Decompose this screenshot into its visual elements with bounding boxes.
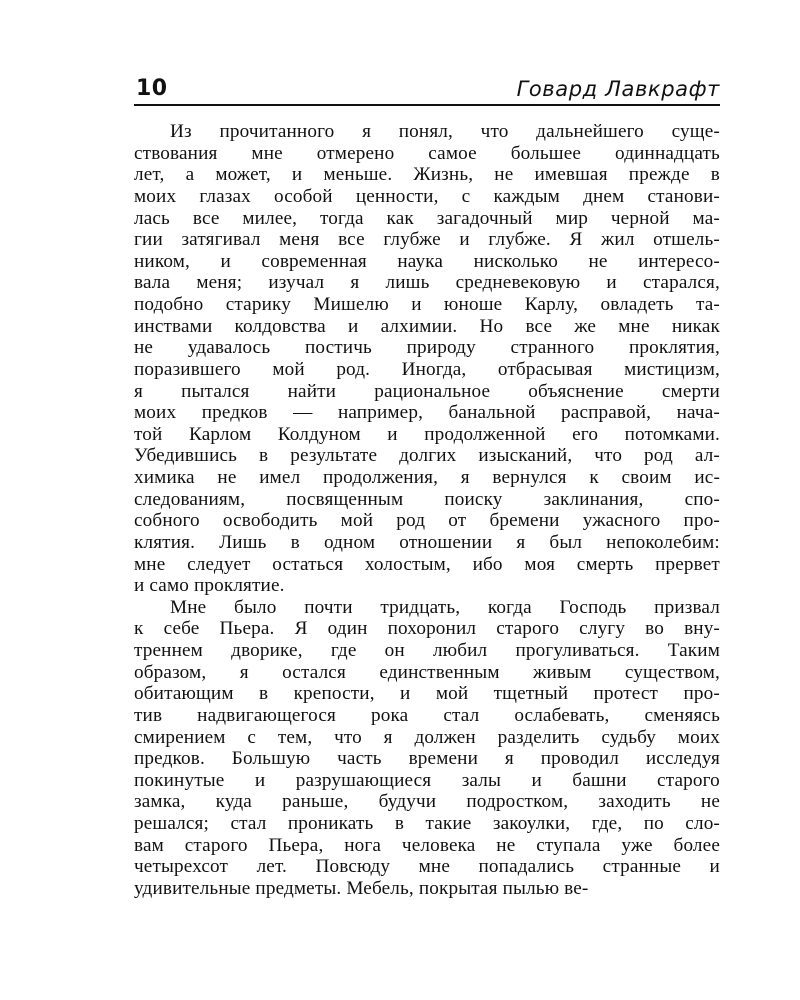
text-line: образом, я остался единственным живым существом, (134, 661, 720, 683)
text-line: смирением с тем, что я должен разделить судьбу моих (134, 726, 720, 748)
text-line: покинутые и разрушающиеся залы и башни старого (134, 769, 720, 791)
text-line: инствами колдовства и алхимии. Но все же мне никак (134, 315, 720, 337)
text-line: той Карлом Колдуном и продолженной его потомками. (134, 423, 720, 445)
text-line: лет, а может, и меньше. Жизнь, не имевшая прежде в (134, 164, 720, 186)
page-header (134, 74, 720, 104)
text-line: поразившего мой род. Иногда, отбрасывая мистицизм, (134, 358, 720, 380)
text-line: вала меня; изучал я лишь средневековую и старался, (134, 272, 720, 294)
text-line: замка, куда раньше, будучи подростком, заходить не (134, 791, 720, 813)
text-line: ником, и современная наука нисколько не интересо- (134, 250, 720, 272)
text-line: подобно старику Мишелю и юноше Карлу, овладеть та- (134, 294, 720, 315)
body-text (134, 121, 720, 900)
text-line: удивительные предметы. Мебель, покрытая пылью ве- (134, 877, 589, 899)
text-line: треннем дворике, где он любил прогуливаться. Таким (134, 640, 720, 661)
paragraph (134, 121, 720, 597)
text-line: химика не имел продолжения, я вернулся к своим ис- (134, 467, 720, 488)
text-line: вам старого Пьера, нога человека не ступала уже более (134, 834, 720, 856)
text-line: решался; стал проникать в такие закоулки, где, по сло- (134, 813, 720, 834)
text-line: следованиям, посвященным поиску заклинания, спо- (134, 488, 720, 510)
text-line: Убедившись в результате долгих изысканий, что род ал- (134, 445, 720, 467)
text-line: Из прочитанного я понял, что дальнейшего суще- (170, 121, 720, 142)
text-line: тив надвигающегося рока стал ослабевать, сменяясь (134, 704, 720, 726)
paragraph (134, 597, 720, 900)
text-line: мне следует остаться холостым, ибо моя смерть прервет (134, 553, 720, 575)
page-number: 10 (136, 76, 168, 101)
text-line: четырехсот лет. Повсюду мне попадались странные и (134, 856, 720, 878)
text-line: не удавалось постичь природу странного проклятия, (134, 337, 720, 359)
text-line: обитающим в крепости, и мой тщетный протест про- (134, 683, 720, 705)
text-line: предков. Большую часть времени я проводил исследуя (134, 748, 720, 770)
running-head-author: Говард Лавкрафт (516, 77, 720, 101)
text-line: собного освободить мой род от бремени ужасного про- (134, 510, 720, 532)
text-line: Мне было почти тридцать, когда Господь призвал (170, 596, 720, 618)
header-rule (134, 104, 720, 106)
text-line: моих глазах особой ценности, с каждым днем станови- (134, 185, 720, 207)
text-line: и само проклятие. (134, 575, 285, 597)
text-line: лась все милее, тогда как загадочный мир черной ма- (134, 207, 720, 229)
text-line: к себе Пьера. Я один похоронил старого слугу во вну- (134, 618, 720, 640)
text-line: клятия. Лишь в одном отношении я был непоколебим: (134, 531, 720, 553)
text-line: я пытался найти рациональное объяснение смерти (134, 380, 720, 402)
text-line: гии затягивал меня все глубже и глубже. Я жил отшель- (134, 229, 720, 251)
text-line: моих предков — например, банальной расправой, нача- (134, 402, 720, 424)
text-line: ствования мне отмерено самое большее одиннадцать (134, 142, 720, 164)
